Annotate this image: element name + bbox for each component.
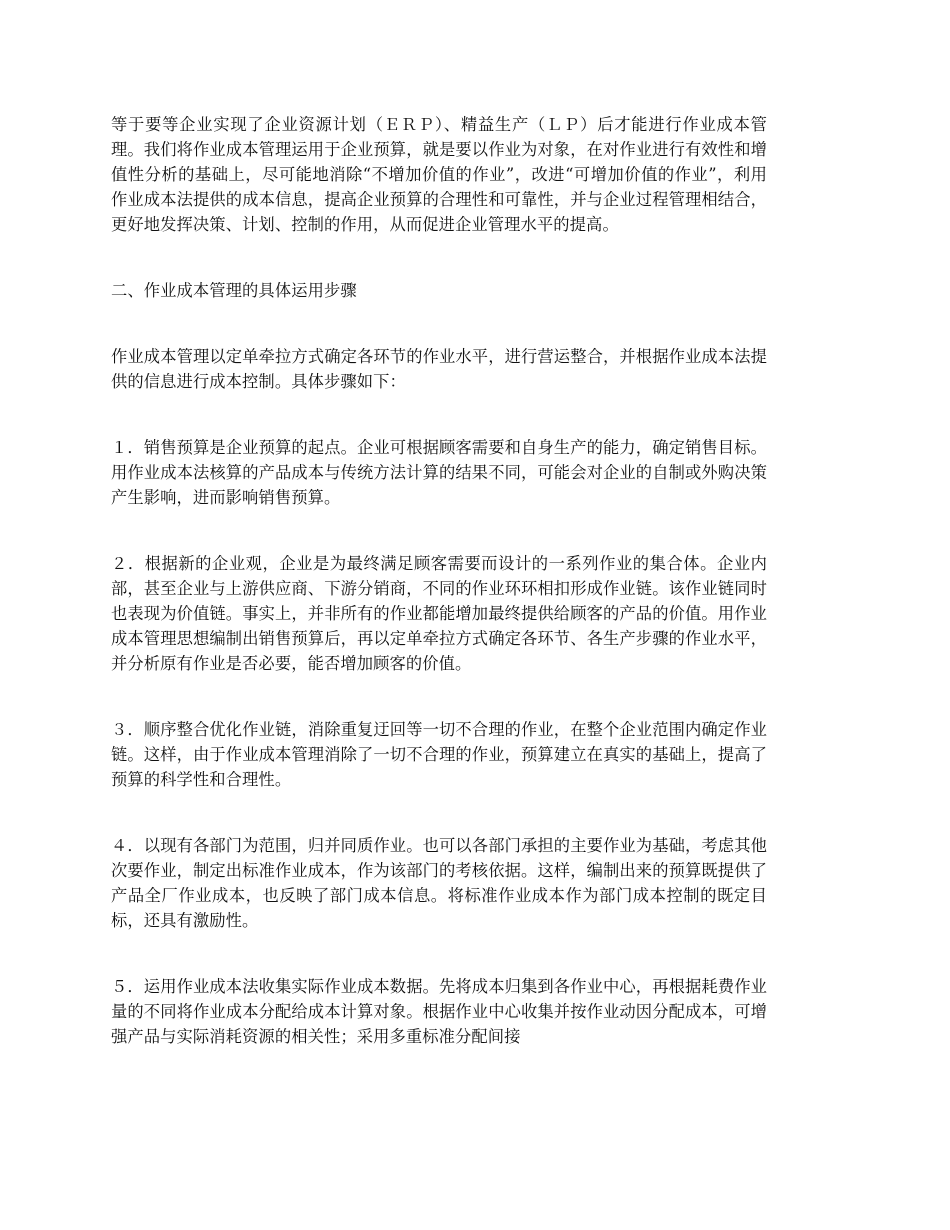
section-heading: 二、作业成本管理的具体运用步骤: [111, 281, 357, 300]
step-paragraph-5: ５．运用作业成本法收集实际作业成本数据。先将成本归集到各作业中心，再根据耗费作业量的不同将作业成本分配给成本计算对象。根据作业中心收集并按作业动因分配成本，可增强产品与实际消耗资源的相关性；采用多重标准分配间接: [111, 977, 767, 1046]
step-paragraph-2: ２．根据新的企业观，企业是为最终满足顾客需要而设计的一系列作业的集合体。企业内部，甚至企业与上游供应商、下游分销商，不同的作业环环相扣形成作业链。该作业链同时也表现为价值链。事实上，并非所有的作业都能增加最终提供给顾客的产品的价值。用作业成本管理思想编制出销售预算后，再以定单牵拉方式确定各环节、各生产步骤的作业水平，并分析原有作业是否必要，能否增加顾客的价值。: [111, 554, 767, 673]
step-paragraph-3: ３．顺序整合优化作业链，消除重复迂回等一切不合理的作业，在整个企业范围内确定作业链。这样，由于作业成本管理消除了一切不合理的作业，预算建立在真实的基础上，提高了预算的科学性和合理性。: [111, 720, 767, 789]
step-paragraph-1: １．销售预算是企业预算的起点。企业可根据顾客需要和自身生产的能力，确定销售目标。用作业成本法核算的产品成本与传统方法计算的结果不同，可能会对企业的自制或外购决策产生影响，进而影响销售预算。: [111, 438, 767, 507]
step-paragraph-4: ４．以现有各部门为范围，归并同质作业。也可以各部门承担的主要作业为基础，考虑其他次要作业，制定出标准作业成本，作为该部门的考核依据。这样，编制出来的预算既提供了产品全厂作业成本，也反映了部门成本信息。将标准作业成本作为部门成本控制的既定目标，还具有激励性。: [111, 836, 767, 930]
document-page: [111, 112, 767, 1049]
section-intro-paragraph: 作业成本管理以定单牵拉方式确定各环节的作业水平，进行营运整合，并根据作业成本法提供的信息进行成本控制。具体步骤如下：: [111, 347, 767, 391]
intro-paragraph: 等于要等企业实现了企业资源计划（ＥＲＰ）、精益生产（ＬＰ）后才能进行作业成本管理。我们将作业成本管理运用于企业预算，就是要以作业为对象，在对作业进行有效性和增值性分析的基础上，尽可能地消除“不增加价值的作业”，改进“可增加价值的作业”，利用作业成本法提供的成本信息，提高企业预算的合理性和可靠性，并与企业过程管理相结合，更好地发挥决策、计划、控制的作用，从而促进企业管理水平的提高。: [111, 115, 767, 234]
